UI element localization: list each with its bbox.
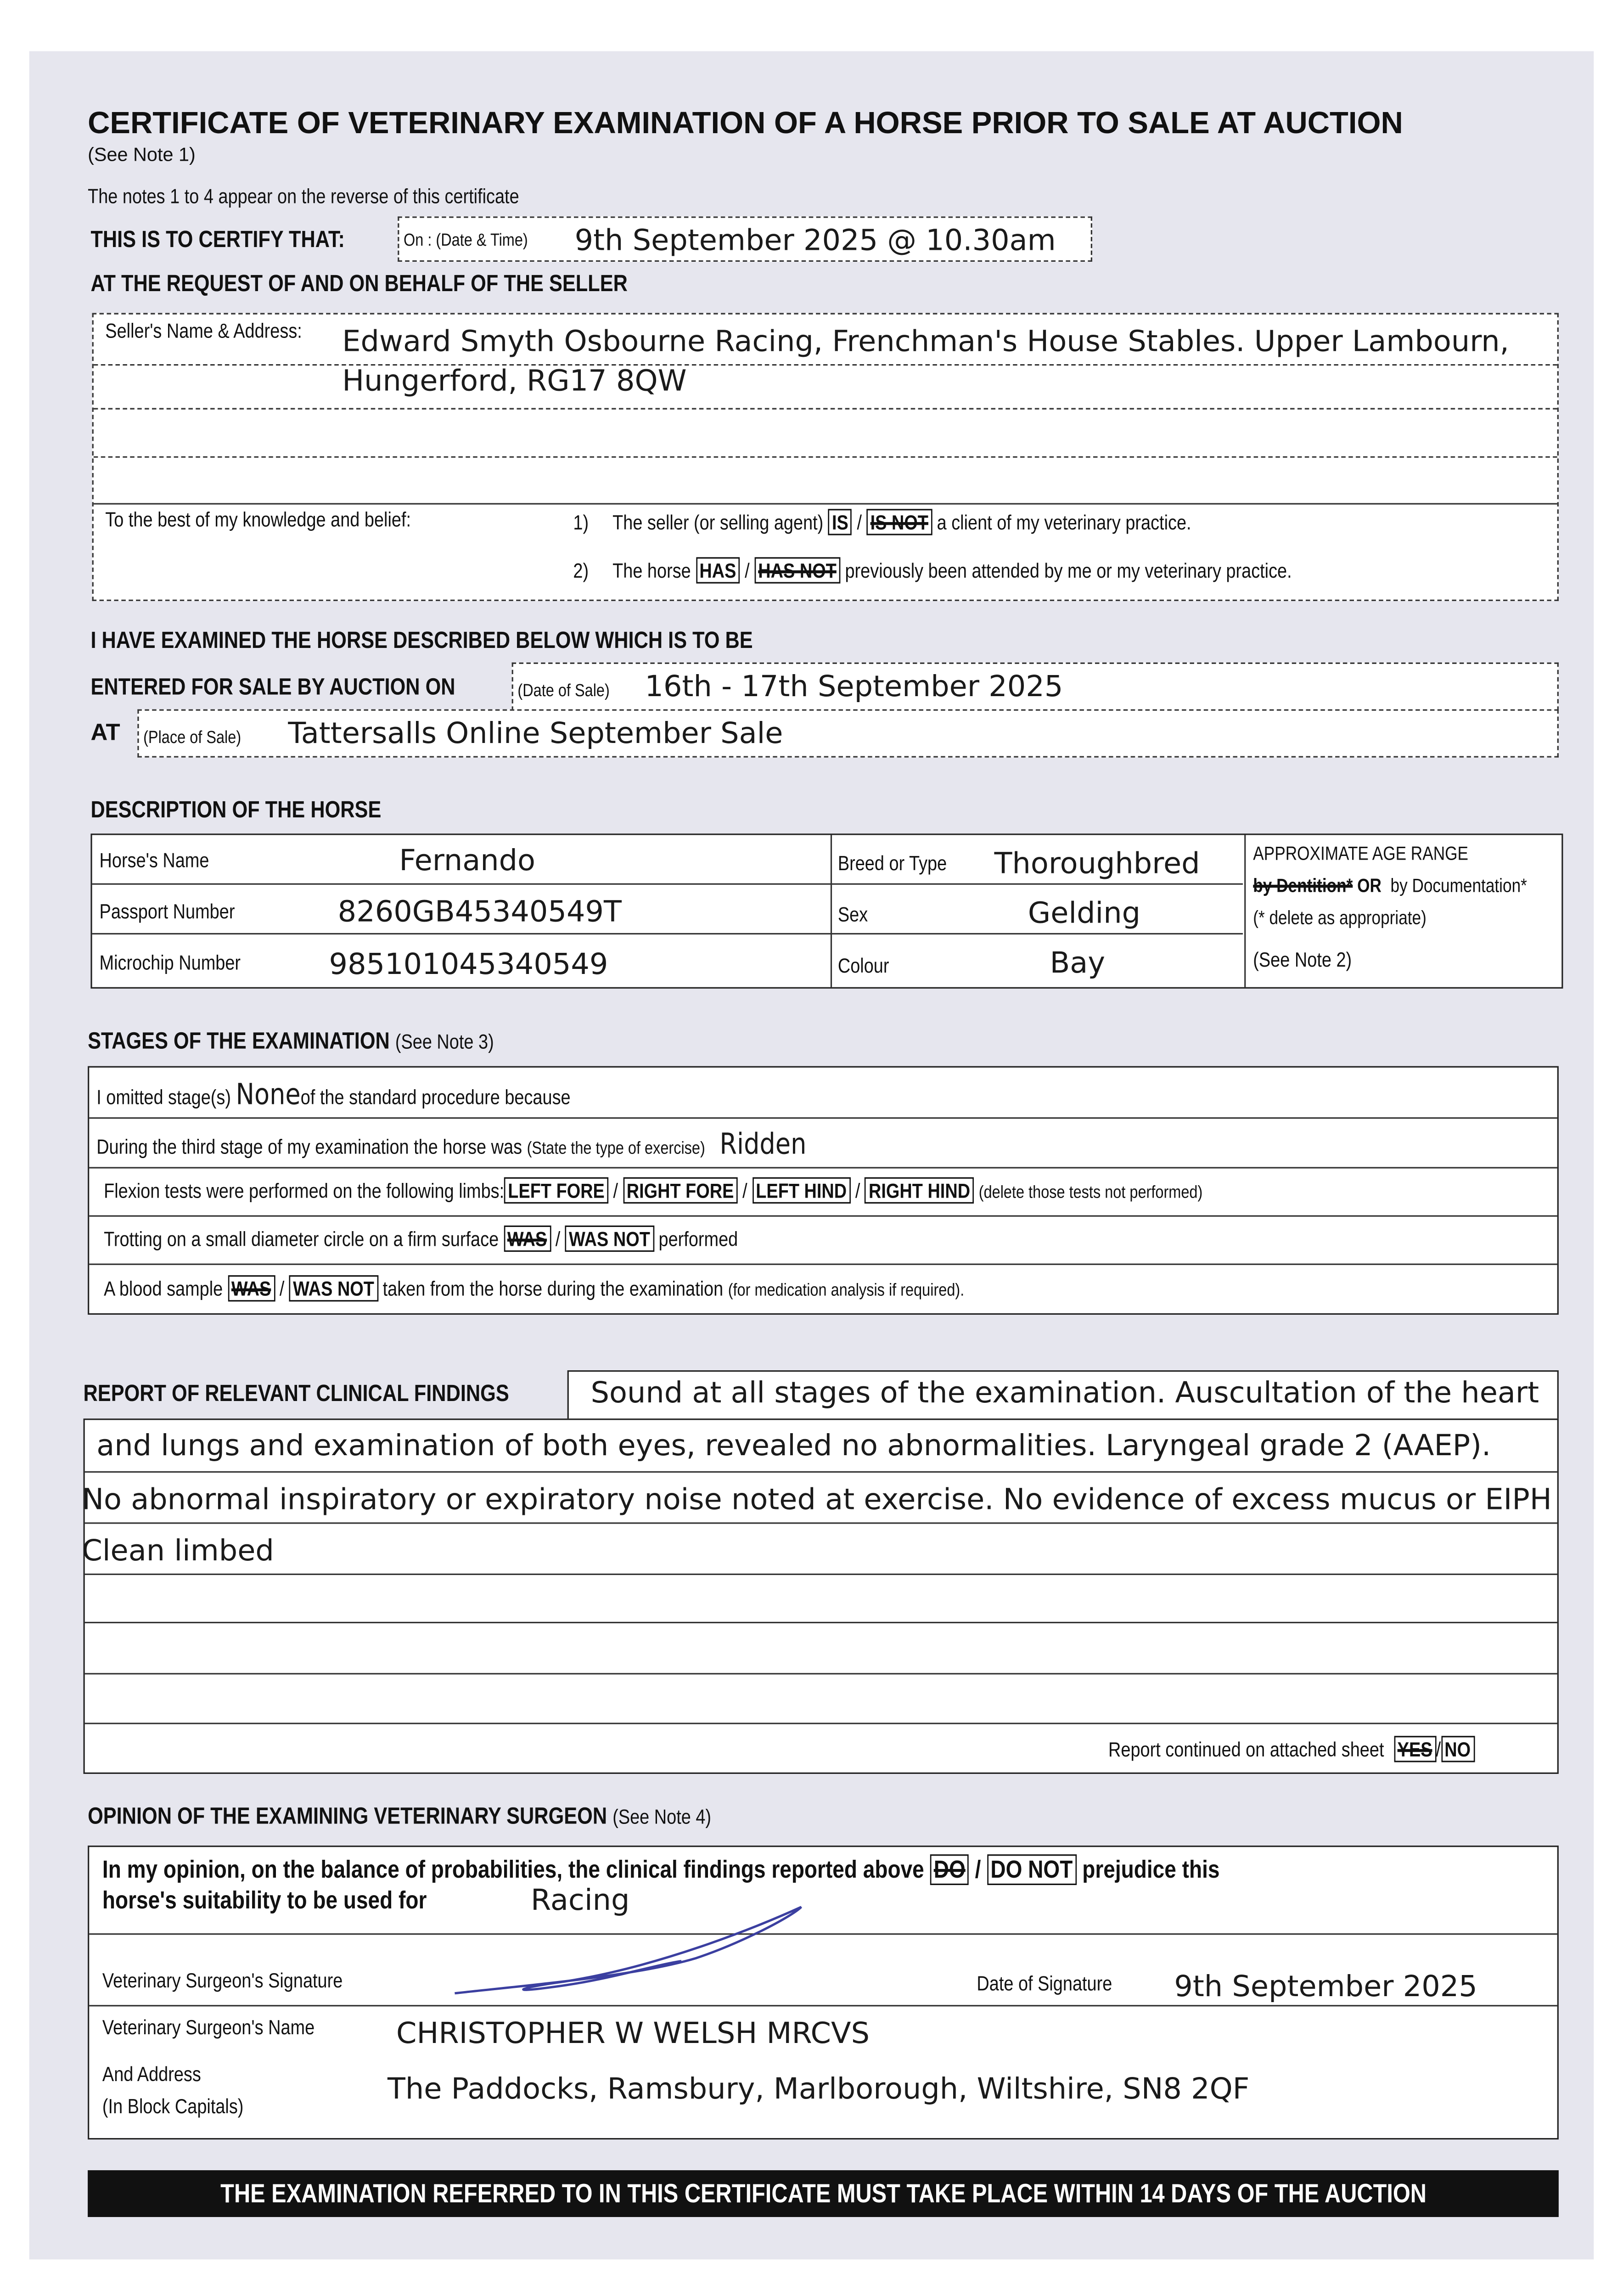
microchip-label: Microchip Number (99, 951, 241, 974)
horse-name-value: Fernando (399, 842, 535, 878)
blood-was-deleted[interactable]: WAS (228, 1275, 275, 1301)
report-line-1: Sound at all stages of the examination. Auscultation of the heart (590, 1374, 1539, 1410)
limb-right-fore[interactable]: RIGHT FORE (623, 1177, 738, 1204)
report-line-2: and lungs and examination of both eyes, revealed no abnormalities. Laryngeal grade 2 (AAEP). (96, 1427, 1491, 1463)
exam-date-field[interactable] (398, 216, 1092, 262)
limb-left-fore[interactable]: LEFT FORE (504, 1177, 608, 1204)
seller-line-2[interactable]: Hungerford, RG17 8QW (342, 362, 687, 398)
see-note-1: (See Note 1) (88, 143, 196, 165)
age-range-options: by Dentition* OR by Documentation* (1253, 874, 1527, 897)
opinion-heading: OPINION OF THE EXAMINING VETERINARY SURGEON (See Note 4) (88, 1804, 712, 1830)
sale-date-field[interactable] (512, 663, 1559, 711)
sex-value: Gelding (1028, 895, 1141, 930)
belief-item-1: 1) The seller (or selling agent) IS / IS NOT a client of my veterinary practice. (573, 510, 1191, 534)
horse-name-label: Horse's Name (99, 848, 209, 872)
horse-description-table (90, 833, 1563, 989)
seller-label: Seller's Name & Address: (105, 319, 302, 343)
at-label: AT (90, 721, 120, 746)
signature-date-value: 9th September 2025 (1174, 1968, 1477, 2004)
signature-date-label: Date of Signature (977, 1971, 1112, 1995)
description-heading: DESCRIPTION OF THE HORSE (90, 798, 382, 823)
passport-label: Passport Number (99, 899, 235, 923)
seller-line-1[interactable]: Edward Smyth Osbourne Racing, Frenchman's House Stables. Upper Lambourn, (342, 323, 1509, 359)
stages-heading: STAGES OF THE EXAMINATION (See Note 3) (88, 1030, 494, 1055)
has-option[interactable]: HAS (696, 557, 740, 583)
omitted-stages-value: None (236, 1076, 301, 1112)
block-capitals-label: (In Block Capitals) (102, 2094, 244, 2118)
third-stage-row: During the third stage of my examination the horse was (State the type of exercise) Ridden (96, 1126, 807, 1161)
report-line-3: No abnormal inspiratory or expiratory noise noted at exercise. No evidence of excess mucus or EIPH (82, 1481, 1552, 1517)
exercise-type-value: Ridden (719, 1126, 807, 1161)
flexion-row: Flexion tests were performed on the following limbs: LEFT FORE / RIGHT FORE / LEFT HIND / RIGHT HIND (delete those tests not performed) (104, 1179, 1202, 1202)
sale-place-field[interactable] (137, 709, 1559, 758)
report-box[interactable] (84, 1418, 1559, 1774)
breed-label: Breed or Type (837, 851, 947, 875)
microchip-value: 985101045340549 (329, 946, 608, 981)
trot-was-deleted[interactable]: WAS (504, 1226, 551, 1252)
opinion-statement: In my opinion, on the balance of probabilities, the clinical findings reported above DO / DO NOT prejudice this (102, 1856, 1220, 1885)
vet-address-value: The Paddocks, Ramsbury, Marlborough, Wiltshire, SN8 2QF (387, 2071, 1250, 2106)
sale-place-value: Tattersalls Online September Sale (288, 715, 783, 750)
signature-image (448, 1900, 813, 2002)
intended-use-value: Racing (531, 1882, 630, 1918)
opinion-statement-cont: horse's suitability to be used for (102, 1886, 427, 1914)
sale-date-label: (Date of Sale) (517, 680, 610, 701)
opinion-do-deleted[interactable]: DO (930, 1854, 969, 1885)
report-continued: Report continued on attached sheet YES / NO (1108, 1737, 1474, 1761)
fourteen-day-banner: THE EXAMINATION REFERRED TO IN THIS CERTIFICATE MUST TAKE PLACE WITHIN 14 DAYS OF THE AUCTION (88, 2170, 1559, 2217)
stages-table (88, 1066, 1559, 1315)
blood-sample-row: A blood sample WAS / WAS NOT taken from the horse during the examination (for medication analysis if required). (104, 1277, 964, 1300)
seller-box (92, 313, 1559, 601)
vet-name-label: Veterinary Surgeon's Name (102, 2015, 315, 2039)
see-note-2: (See Note 2) (1253, 947, 1352, 971)
is-option[interactable]: IS (828, 509, 852, 535)
vet-name-value: CHRISTOPHER W WELSH MRCVS (396, 2015, 870, 2050)
limb-right-hind[interactable]: RIGHT HIND (865, 1177, 974, 1204)
notes-line: The notes 1 to 4 appear on the reverse of this certificate (88, 184, 519, 208)
passport-value: 8260GB45340549T (337, 893, 622, 929)
colour-value: Bay (1050, 945, 1106, 980)
report-heading: REPORT OF RELEVANT CLINICAL FINDINGS (83, 1382, 509, 1407)
sale-date-value: 16th - 17th September 2025 (645, 668, 1063, 703)
continued-no[interactable]: NO (1441, 1736, 1474, 1762)
age-range-heading: APPROXIMATE AGE RANGE (1253, 842, 1468, 865)
trot-was-not[interactable]: WAS NOT (565, 1226, 654, 1252)
report-line-4: Clean limbed (82, 1532, 274, 1568)
request-heading: AT THE REQUEST OF AND ON BEHALF OF THE SELLER (90, 272, 628, 297)
limb-left-hind[interactable]: LEFT HIND (752, 1177, 850, 1204)
sex-label: Sex (837, 902, 868, 926)
opinion-do-not[interactable]: DO NOT (987, 1854, 1076, 1885)
belief-item-2: 2) The horse HAS / HAS NOT previously been attended by me or my veterinary practice. (573, 559, 1292, 582)
age-delete-note: (* delete as appropriate) (1253, 906, 1426, 929)
examined-heading: I HAVE EXAMINED THE HORSE DESCRIBED BELOW WHICH IS TO BE (90, 629, 753, 654)
colour-label: Colour (837, 953, 889, 977)
continued-yes-deleted[interactable]: YES (1394, 1736, 1436, 1762)
omitted-stages-row: I omitted stage(s) Noneof the standard procedure because (96, 1076, 571, 1112)
signature-label: Veterinary Surgeon's Signature (102, 1968, 343, 1992)
exam-date-label: On : (Date & Time) (403, 229, 528, 250)
entered-label: ENTERED FOR SALE BY AUCTION ON (90, 675, 455, 701)
vet-address-label: And Address (102, 2062, 201, 2086)
trotting-row: Trotting on a small diameter circle on a firm surface WAS / WAS NOT performed (104, 1227, 738, 1250)
breed-value: Thoroughbred (994, 845, 1200, 881)
sale-place-label: (Place of Sale) (143, 726, 241, 748)
exam-date-value: 9th September 2025 @ 10.30am (574, 222, 1056, 258)
belief-label: To the best of my knowledge and belief: (105, 507, 411, 531)
certificate-title: CERTIFICATE OF VETERINARY EXAMINATION OF A HORSE PRIOR TO SALE AT AUCTION (88, 107, 1403, 141)
is-not-option-deleted[interactable]: IS NOT (867, 509, 932, 535)
blood-was-not[interactable]: WAS NOT (289, 1275, 378, 1301)
opinion-box (88, 1846, 1559, 2139)
has-not-option-deleted[interactable]: HAS NOT (754, 557, 840, 583)
certify-label: THIS IS TO CERTIFY THAT: (90, 228, 345, 253)
